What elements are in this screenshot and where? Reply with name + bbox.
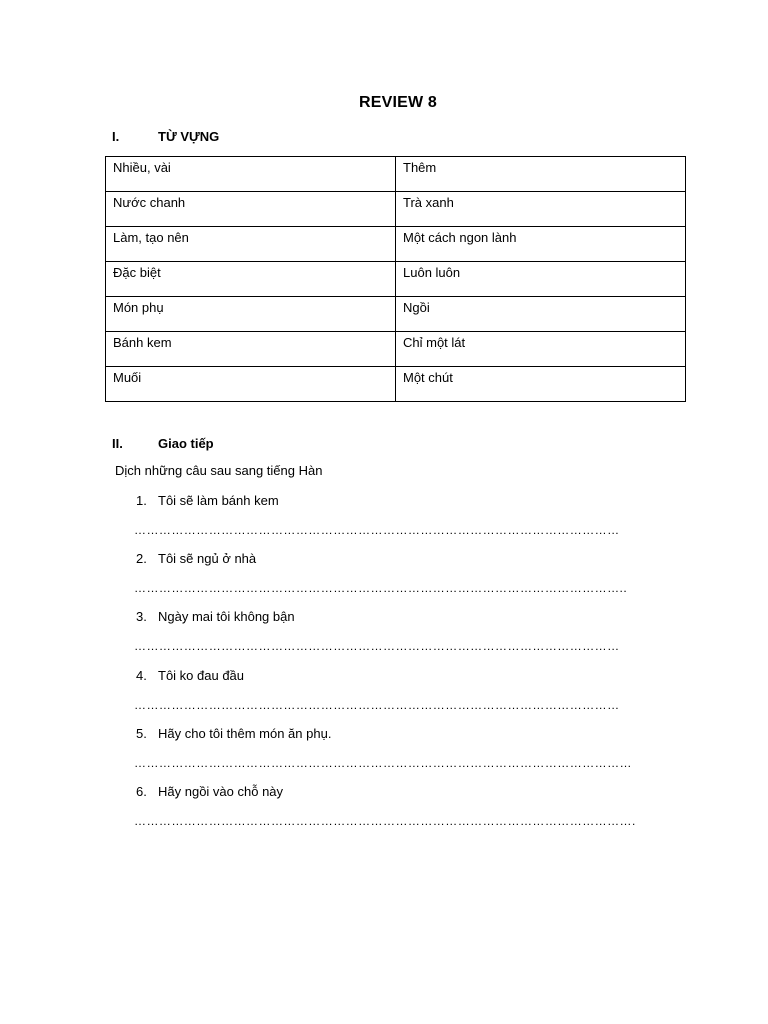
answer-line-5[interactable]: ………………………………………………………………………………………………………… [134, 756, 632, 770]
section-1-number: I. [112, 129, 120, 144]
table-cell: Nước chanh [106, 192, 396, 227]
instruction-text: Dịch những câu sau sang tiếng Hàn [115, 463, 323, 478]
question-5: 5. Hãy cho tôi thêm món ăn phụ. [136, 726, 332, 741]
table-row [106, 157, 686, 192]
question-4: 4. Tôi ko đau đầu [136, 668, 245, 683]
answer-line-6[interactable]: …………………………………………………………………………………………………………. [134, 814, 636, 828]
section-1-title: TỪ VỰNG [158, 129, 220, 144]
table-cell: Nhiều, vài [106, 157, 396, 192]
table-cell: Một chút [396, 367, 686, 402]
question-6: 6. Hãy ngồi vào chỗ này [136, 784, 284, 799]
table-cell: Chỉ một lát [396, 332, 686, 367]
answer-line-2[interactable]: ……………………………………………………………………………………………………….. [134, 581, 628, 595]
section-1-heading [112, 129, 219, 144]
table-row [106, 227, 686, 262]
section-2-heading [112, 436, 214, 451]
answer-line-3[interactable]: ……………………………………………………………………………………………………… [134, 639, 620, 653]
table-cell: Trà xanh [396, 192, 686, 227]
table-cell: Đặc biệt [106, 262, 396, 297]
page-title: REVIEW 8 [358, 94, 438, 111]
table-row [106, 332, 686, 367]
table-cell: Một cách ngon lành [396, 227, 686, 262]
table-row [106, 262, 686, 297]
vocabulary-table [105, 156, 686, 402]
table-cell: Muối [106, 367, 396, 402]
answer-line-4[interactable]: ……………………………………………………………………………………………………… [134, 698, 620, 712]
question-2: 2. Tôi sẽ ngủ ở nhà [136, 551, 257, 566]
table-cell: Luôn luôn [396, 262, 686, 297]
question-1: 1. Tôi sẽ làm bánh kem [136, 493, 279, 508]
section-2-number: II. [112, 436, 123, 451]
table-cell: Bánh kem [106, 332, 396, 367]
table-row [106, 367, 686, 402]
answer-line-1[interactable]: ……………………………………………………………………………………………………… [134, 523, 620, 537]
table-cell: Ngồi [396, 297, 686, 332]
table-cell: Món phụ [106, 297, 396, 332]
table-cell: Thêm [396, 157, 686, 192]
section-2-title: Giao tiếp [158, 436, 214, 451]
table-row [106, 297, 686, 332]
question-3: 3. Ngày mai tôi không bận [136, 609, 295, 624]
table-cell: Làm, tạo nên [106, 227, 396, 262]
table-row [106, 192, 686, 227]
